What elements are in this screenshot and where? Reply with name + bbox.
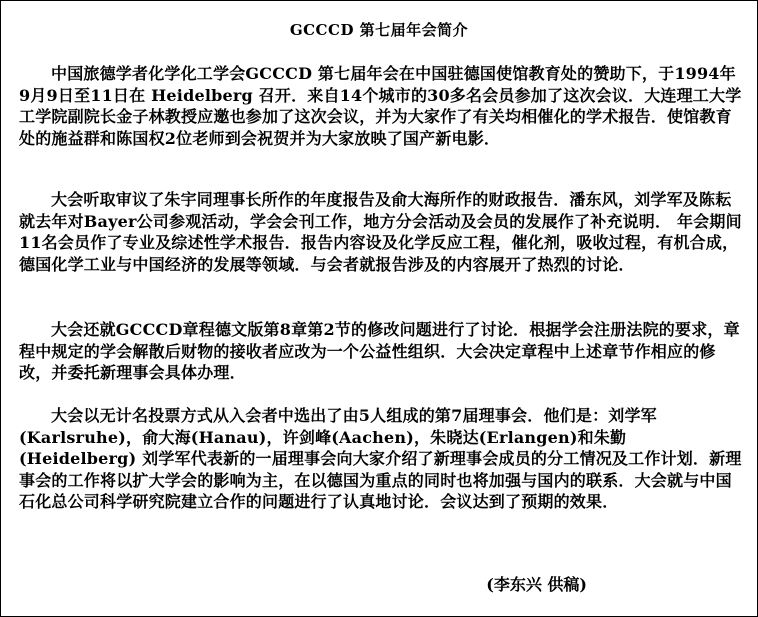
paragraph-3: 大会还就GCCCD章程德文版第8章第2节的修改问题进行了讨论．根据学会注册法院的要求，章程中规定的学会解散后财物的接收者应改为一个公益性组织．大会决定章程中上述章节作相应的修改，并委托新理事会具体办理．: [19, 320, 740, 382]
paragraph-4: 大会以无计名投票方式从入会者中选出了由5人组成的第7届理事会．他们是：刘学军(Karlsruhe)，俞大海(Hanau)，许剑峰(Aachen)，朱晓达(Erlangen)和朱勤(Heidelberg) 刘学军代表新的一届理事会向大家介绍了新理事会成员的分工情况及工作计划．新理事会的工作将以扩大学会的影响为主，在以德国为重点的同时也将加强与国内的联系．大会就与中国石化总公司科学研究院建立合作的问题进行了认真地讨论．会议达到了预期的效果．: [19, 406, 742, 511]
document-title: GCCCD 第七届年会简介: [289, 21, 469, 39]
paragraph-1: 中国旅德学者化学化工学会GCCCD 第七届年会在中国驻德国使馆教育处的赞助下，于1994年9月9日至11日在 Heidelberg 召开．来自14个城市的30多名会员参加了这次会议．大连理工大学工学院副院长金子林教授应邀也参加了这次会议，并为大家作了有关均相催化的学术报告．使馆教育处的施益群和陈国权2位老师到会祝贺并为大家放映了国产新电影．: [19, 64, 742, 148]
author-signature: (李东兴 供稿): [486, 575, 587, 594]
paragraph-2: 大会听取审议了朱宇同理事长所作的年度报告及俞大海所作的财政报告．潘东风，刘学军及陈耘就去年对Bayer公司参观活动，学会会刊工作，地方分会活动及会员的发展作了补充说明． 年会期间11名会员作了专业及综述性学术报告．报告内容设及化学反应工程，催化剂，吸收过程，有机合成，德国化学工业与中国经济的发展等领域．与会者就报告涉及的内容展开了热烈的讨论．: [19, 190, 742, 274]
